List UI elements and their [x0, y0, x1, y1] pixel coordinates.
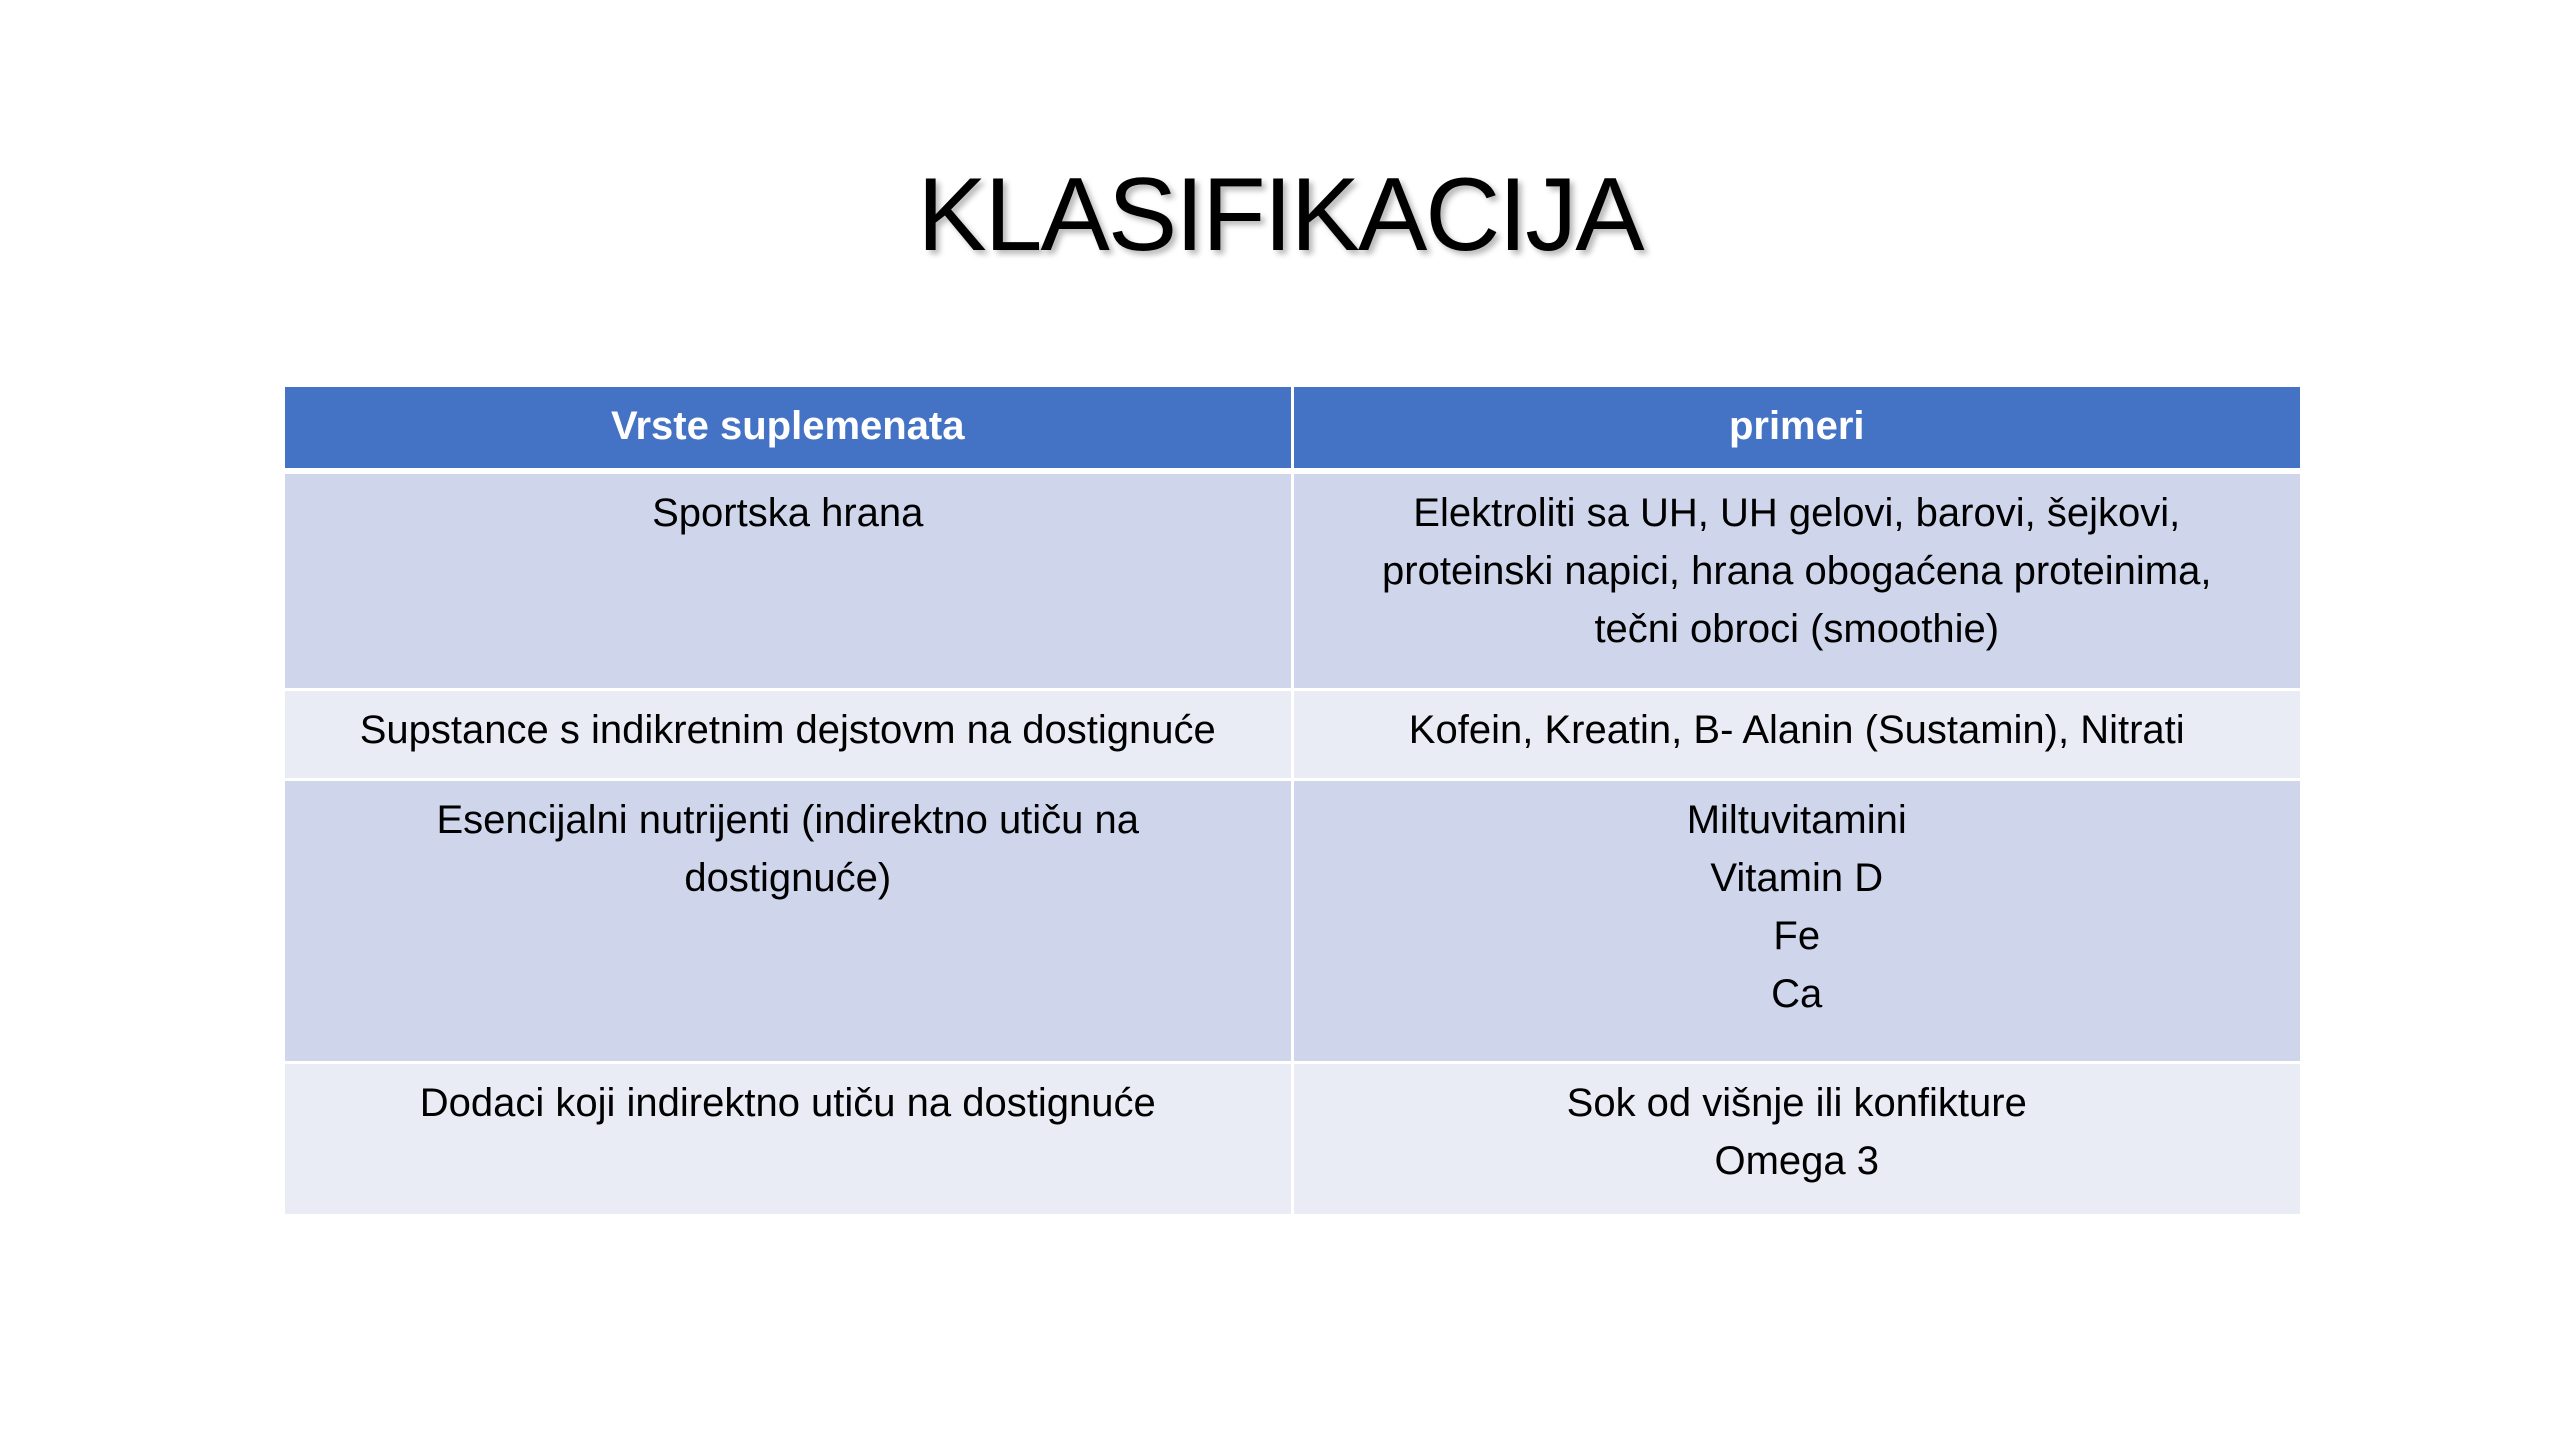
cell-text-line: Supstance s indikretnim dejstovm na dostignuće [359, 708, 1216, 752]
cell-text-line: Omega 3 [1714, 1139, 1880, 1183]
cell-type [285, 780, 1292, 1063]
cell-text-line: Sok od višnje ili konfikture [1566, 1081, 2027, 1125]
cell-type [285, 471, 1292, 690]
cell-text-line: proteinski napici, hrana obogaćena proteinima, [1382, 549, 2212, 593]
cell-text-line: Kofein, Kreatin, B- Alanin (Sustamin), Nitrati [1408, 708, 2185, 752]
cell-examples [1292, 471, 2300, 690]
cell-type [285, 690, 1292, 780]
cell-text-line: dostignuće) [684, 856, 892, 900]
header-supplement-types: Vrste suplemenata [285, 387, 1292, 471]
cell-text-line: Miltuvitamini [1686, 798, 1907, 842]
table-row [285, 780, 2300, 1063]
slide-title: KLASIFIKACIJA [917, 157, 1643, 273]
cell-text-line: Sportska hrana [652, 491, 924, 535]
cell-text-line: Elektroliti sa UH, UH gelovi, barovi, šejkovi, [1413, 491, 2181, 535]
table-row [285, 1063, 2300, 1216]
cell-examples [1292, 690, 2300, 780]
header-examples: primeri [1292, 387, 2300, 471]
cell-text-line: Fe [1773, 914, 1821, 958]
cell-type [285, 1063, 1292, 1216]
cell-text-line: tečni obroci (smoothie) [1594, 607, 2000, 651]
cell-examples [1292, 780, 2300, 1063]
classification-table [285, 387, 2300, 1217]
table-header-row [285, 387, 2300, 471]
cell-examples [1292, 1063, 2300, 1216]
cell-text-line: Vitamin D [1710, 856, 1884, 900]
cell-text-line: Esencijalni nutrijenti (indirektno utiču na [436, 798, 1140, 842]
table-row [285, 690, 2300, 780]
cell-text-line: Dodaci koji indirektno utiču na dostignuće [419, 1081, 1156, 1125]
table-row [285, 471, 2300, 690]
cell-text-line: Ca [1771, 972, 1823, 1016]
